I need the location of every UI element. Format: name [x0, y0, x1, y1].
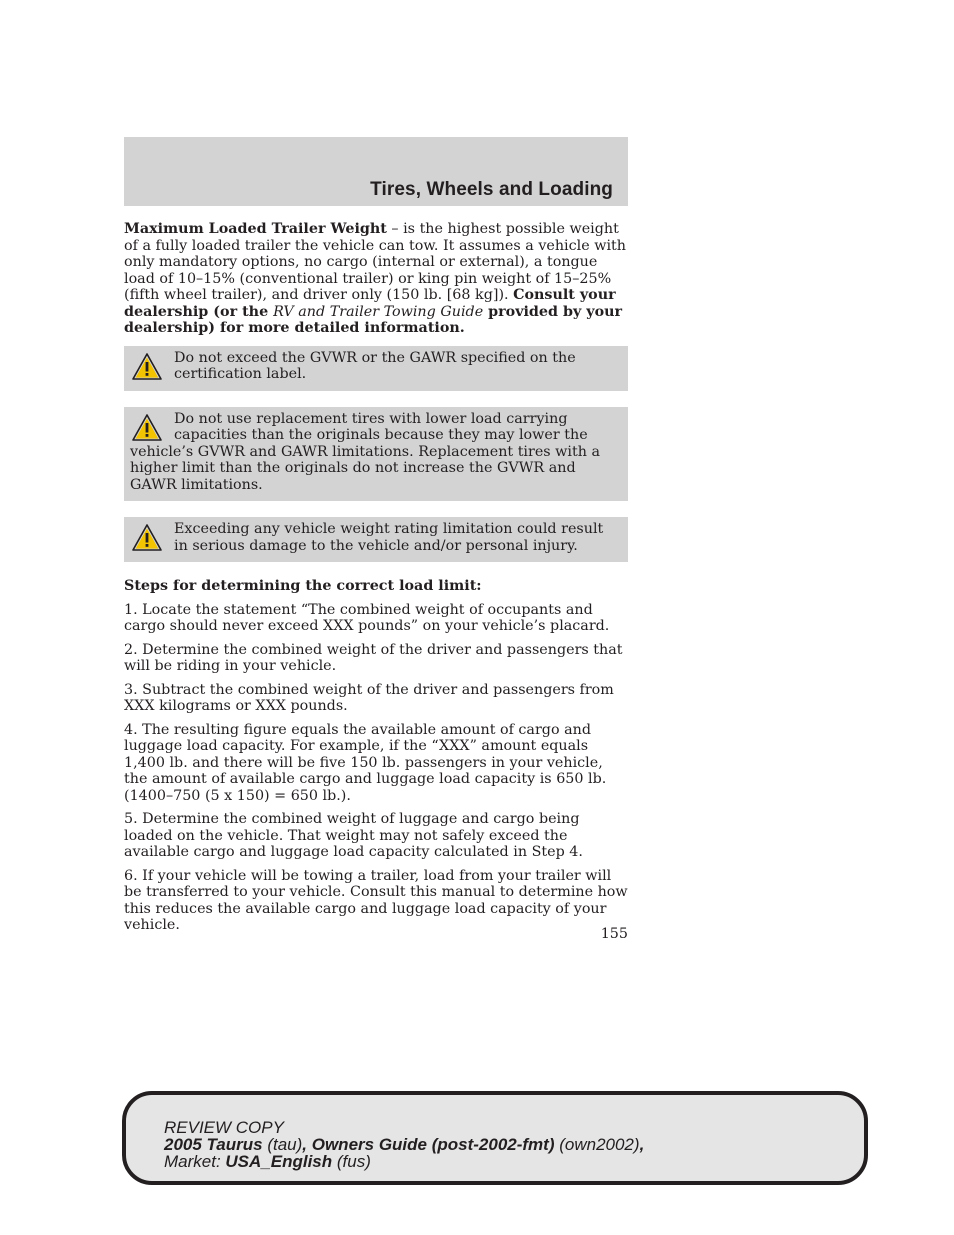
review-copy-footer — [122, 1091, 868, 1185]
step-item-6: 6. If your vehicle will be towing a trailer, load from your trailer will be transferred to your vehicle. Consult this manual to determine how this reduces the available cargo and luggage load capacity of your vehicle. — [124, 867, 628, 933]
intro-term: Maximum Loaded Trailer Weight — [124, 221, 387, 237]
footer-market-code: (fus) — [332, 1152, 371, 1171]
warning-triangle-icon — [131, 413, 163, 443]
warning-box-3 — [124, 517, 628, 562]
footer-guide-code: (own2002) — [554, 1135, 640, 1154]
intro-consult: Consult your dealership (or the RV and Trailer Towing Guide provided by your dealership) for more detailed information. — [124, 287, 623, 336]
footer-market-label: Market: — [164, 1152, 226, 1171]
section-header-band — [124, 137, 628, 206]
footer-model: 2005 Taurus — [164, 1135, 263, 1154]
section-title: Tires, Wheels and Loading — [370, 179, 613, 200]
review-copy-label: REVIEW COPY — [164, 1118, 284, 1137]
step-item-4: 4. The resulting figure equals the available amount of cargo and luggage load capacity. For example, if the “XXX” amount equals 1,400 lb. and there will be five 150 lb. passengers in your vehicle, the amount of available cargo and luggage load capacity is 650 lb. (1400–750 (5 x 150) = 650 lb.). — [124, 721, 607, 804]
steps-heading: Steps for determining the correct load limit: — [124, 578, 482, 594]
footer-document-line: 2005 Taurus (tau), Owners Guide (post-2002-fmt) (own2002), — [164, 1135, 645, 1154]
footer-guide: Owners Guide (post-2002-fmt) — [311, 1135, 555, 1154]
footer-text — [164, 1119, 644, 1170]
step-item-2: 2. Determine the combined weight of the driver and passengers that will be riding in your vehicle. — [124, 641, 623, 674]
footer-model-code: (tau) — [262, 1135, 303, 1154]
warning-text: Exceeding any vehicle weight rating limitation could result in serious damage to the vehicle and/or personal injury. — [174, 521, 604, 554]
warning-text: Do not use replacement tires with lower load carrying capacities than the originals because they may lower the vehicle’s GVWR and GAWR limitations. Replacement tires with a higher limit than the originals do not increase the GVWR and GAWR limitations. — [130, 410, 601, 493]
warning-box-1 — [124, 346, 628, 391]
footer-market: USA_English — [225, 1152, 333, 1171]
footer-market-line — [164, 1153, 644, 1170]
guide-title: RV and Trailer Towing Guide — [273, 303, 484, 320]
intro-paragraph — [124, 221, 628, 337]
step-item-3: 3. Subtract the combined weight of the driver and passengers from XXX kilograms or XXX pounds. — [124, 681, 614, 714]
intro-text: – is the highest possible weight of a fully loaded trailer the vehicle can tow. It assumes a vehicle with only mandatory options, no cargo (internal or external), a tongue load of 10–15% (conventional trailer) or king pin weight of 15–25% (fifth wheel trailer), and driver only (150 lb. [68 kg]). — [124, 221, 626, 303]
page-content — [124, 221, 628, 941]
page-number: 155 — [600, 926, 628, 942]
step-item-5: 5. Determine the combined weight of luggage and cargo being loaded on the vehicle. That weight may not safely exceed the available cargo and luggage load capacity calculated in Step 4. — [124, 811, 583, 860]
warning-text: Do not exceed the GVWR or the GAWR specified on the certification label. — [174, 349, 576, 382]
warning-box-2 — [124, 407, 628, 502]
step-item-1: 1. Locate the statement “The combined weight of occupants and cargo should never exceed XXX pounds” on your vehicle’s placard. — [124, 601, 610, 634]
warning-triangle-icon — [131, 352, 163, 382]
warning-triangle-icon — [131, 523, 163, 553]
